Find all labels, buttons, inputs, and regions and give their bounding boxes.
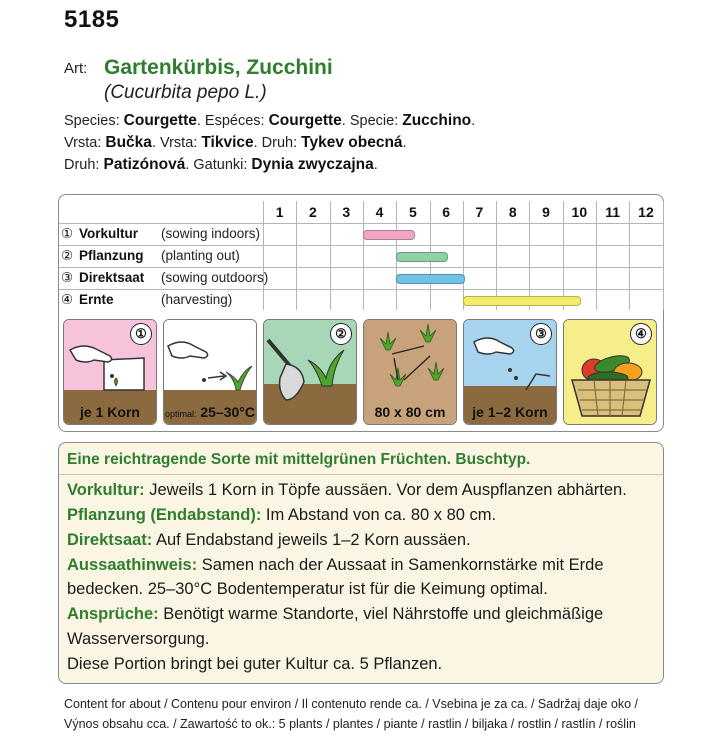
instruction-line [67,481,627,500]
month-header-12: 12 [638,204,654,220]
period-bar-vorkultur [363,230,415,240]
step-badge: ④ [630,323,652,345]
pictogram-planting-out [263,319,357,425]
pictogram-sowing-outdoors [463,319,557,425]
month-header-4: 4 [375,204,384,220]
instruction-text: bedecken. 25–30°C Bodentemperatur ist für die Keimung optimal. [67,580,548,598]
row-activity-en: (harvesting) [161,292,233,307]
instruction-key: Ansprüche: [67,605,159,623]
row-number: ④ [61,292,74,307]
species-label: . Vrsta: [151,135,202,151]
grid-line [629,201,630,310]
product-code: 5185 [64,6,120,33]
month-header-8: 8 [508,204,517,220]
art-label: Art: [64,60,88,77]
optimal-label: optimal: [164,409,197,419]
species-value: Patizónová [103,156,186,173]
instruction-key: Aussaathinweis: [67,556,198,574]
instruction-line [67,556,604,575]
latin-name: (Cucurbita pepo L.) [104,82,267,103]
month-header-6: 6 [442,204,451,220]
species-label: Vrsta: [64,135,106,151]
row-activity-en: (sowing indoors) [161,226,261,241]
instruction-text: Jeweils 1 Korn in Töpfe aussäen. Vor dem Auspflanzen abhärten. [144,481,627,499]
temperature-value: 25–30°C [200,404,256,420]
row-number: ③ [61,270,74,285]
portion-footer-line-2: Výnos obsahu cca. / Zawartość to ok.: 5 plants / plantes / piante / rastlin / biljaka / rostlin / rastlín / roślin [64,717,636,731]
species-value: Tikvice [201,134,254,151]
month-header-11: 11 [605,204,621,220]
row-number: ② [61,248,74,263]
species-punct: . [402,135,407,151]
month-header-3: 3 [342,204,351,220]
species-value: Zucchino [402,112,472,129]
species-punct: . [471,113,476,129]
period-bar-direktsaat [396,274,465,284]
species-line-3 [64,156,378,174]
period-bar-ernte [463,296,582,306]
species-line-1 [64,112,475,130]
pictogram-label [164,404,256,420]
instruction-text: Benötigt warme Standorte, viel Nährstoffe und gleichmäßige [158,605,604,623]
variety-description: Eine reichtragende Sorte mit mittelgrünen Früchten. Buschtyp. [67,451,531,468]
row-activity-en: (planting out) [161,248,240,263]
portion-footer-line-1: Content for about / Contenu pour environ / Il contenuto rende ca. / Vsebina je za ca. / Sadržaj daje oko / [64,697,638,711]
calendar-row-label [61,245,240,267]
grid-line [363,201,364,310]
grid-line [663,201,664,310]
species-value: Bučka [105,134,152,151]
sowing-calendar [59,201,665,311]
instruction-text: Samen nach der Aussaat in Samenkornstärke mit Erde [197,556,604,574]
species-label: . Gatunki: [185,157,252,173]
step-badge: ③ [530,323,552,345]
pictogram-label: je 1–2 Korn [472,404,548,420]
instruction-line [67,531,471,550]
species-line-2 [64,134,407,152]
pictogram-spacing [363,319,457,425]
species-label: Species: [64,113,124,129]
row-activity-de: Direktsaat [79,270,145,285]
row-number: ① [61,226,74,241]
pictogram-label: 80 x 80 cm [374,404,446,420]
calendar-row-label [61,223,260,245]
species-punct: . [373,157,378,173]
row-activity-de: Vorkultur [79,226,139,241]
grid-line [496,201,497,310]
month-header-10: 10 [571,204,588,220]
species-value: Courgette [268,112,342,129]
month-header-7: 7 [475,204,484,220]
grid-line [596,201,597,310]
grid-line [296,201,297,310]
species-value: Courgette [123,112,197,129]
divider [59,474,663,475]
month-header-2: 2 [309,204,317,220]
instruction-line [67,580,548,599]
species-label: Druh: [64,157,104,173]
species-label: . Espéces: [196,113,269,129]
instruction-text: Diese Portion bringt bei guter Kultur ca. 5 Pflanzen. [67,655,443,673]
row-activity-de: Pflanzung [79,248,144,263]
instruction-key: Pflanzung (Endabstand): [67,506,262,524]
calendar-row-label [61,289,232,311]
instruction-key: Vorkultur: [67,481,145,499]
grid-line [529,201,530,310]
instruction-key: Direktsaat: [67,531,153,549]
pictogram-sowing-indoors [63,319,157,425]
grid-line [463,201,464,310]
instruction-line [67,630,209,649]
instruction-text: Auf Endabstand jeweils 1–2 Korn aussäen. [152,531,471,549]
month-header-1: 1 [275,204,284,220]
sowing-calendar-panel [58,194,664,432]
instruction-text: Im Abstand von ca. 80 x 80 cm. [261,506,497,524]
row-activity-de: Ernte [79,292,114,307]
plant-name: Gartenkürbis, Zucchini [104,56,333,79]
species-label: . Druh: [253,135,302,151]
species-value: Dynia zwyczajna [251,156,374,173]
grid-line [330,201,331,310]
instruction-line [67,506,496,525]
pictogram-harvesting [563,319,657,425]
pictogram-label: je 1 Korn [80,404,140,420]
grid-line [563,201,564,310]
pictogram-temperature [163,319,257,425]
period-bar-pflanzung [396,252,448,262]
row-activity-en: (sowing outdoors) [161,270,269,285]
month-header-9: 9 [542,204,550,220]
instruction-pictograms [63,319,661,427]
species-value: Tykev obecná [301,134,403,151]
growing-instructions [58,442,664,684]
month-header-5: 5 [408,204,417,220]
instruction-text: Wasserversorgung. [67,630,210,648]
calendar-row-label [61,267,268,289]
grid-line [263,201,264,310]
step-badge: ② [330,323,352,345]
step-badge: ① [130,323,152,345]
instruction-line [67,655,442,674]
species-label: . Specie: [341,113,403,129]
instruction-line [67,605,603,624]
